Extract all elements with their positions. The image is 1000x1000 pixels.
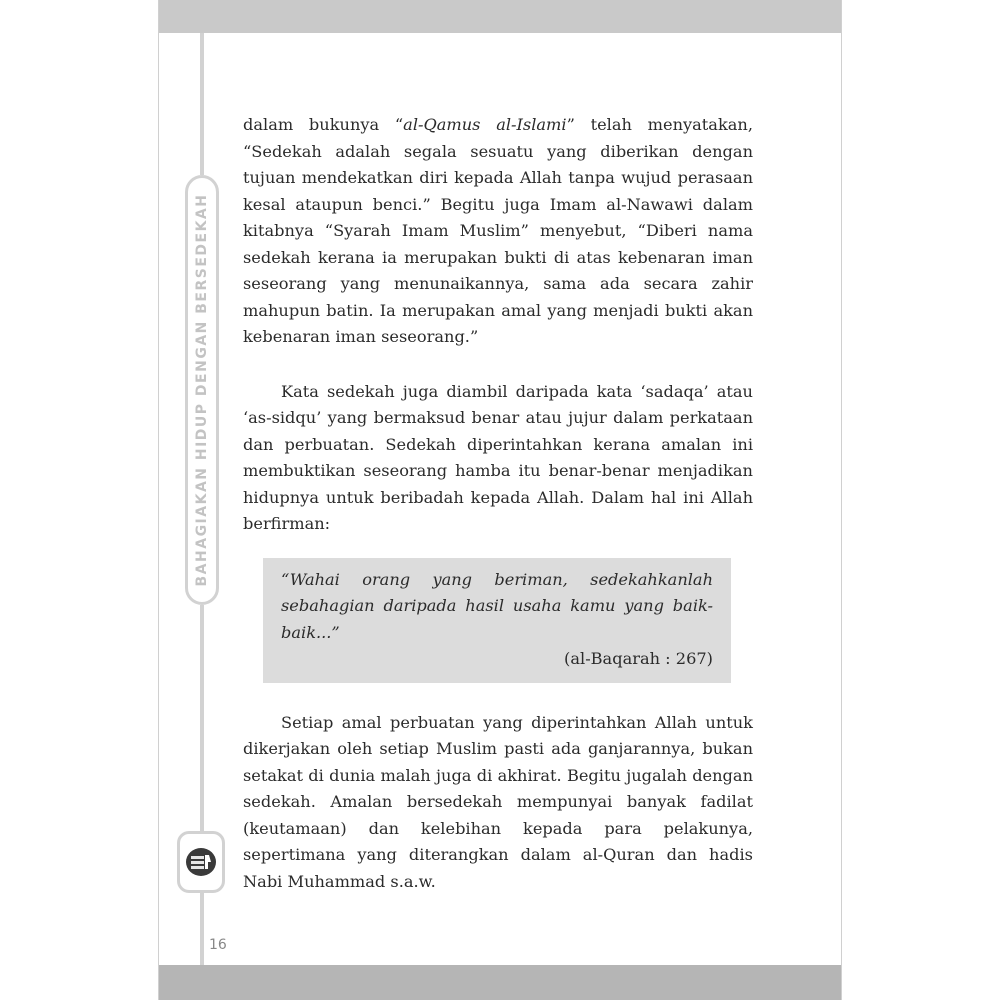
text-span: ” telah menyatakan, “Sedekah adalah segala sesuatu yang diberikan dengan tujuan mendekatkan diri kepada Allah tanpa wujud perasaan kesal ataupun benci.” Begitu juga Imam al-Nawawi dalam kitabnya “Syarah Imam Muslim” menyebut, “Diberi nama sedekah kerana ia merupakan bukti di atas kebenaran iman seseorang yang menunaikannya, sama ada secara zahir mahupun batin. Ia merupakan amal yang menjadi bukti akan kebenaran iman seseorang.” [243,115,753,346]
footer-band [159,965,841,1000]
header-band [159,0,841,33]
paragraph: Kata sedekah juga diambil daripada kata ‘sadaqa’ atau ‘as-sidqu’ yang bermaksud benar atau jujur dalam perkataan dan perbuatan. Sedekah diperintahkan kerana amalan ini membuktikan seseorang hamba itu benar-benar menjadikan hidupnya untuk beribadah kepada Allah. Dalam hal ini Allah berfirman: [243,381,753,533]
book-title: al-Qamus al-Islami [403,115,567,134]
side-rule [200,33,204,175]
quote-source: (al-Baqarah : 267) [564,649,713,668]
book-page [158,0,842,1000]
publisher-logo-icon [186,848,216,876]
running-title: BAHAGIAKAN HIDUP DENGAN BERSEDEKAH [194,193,210,587]
side-rule [200,605,204,831]
body-text [243,112,753,895]
running-title-tab [185,175,219,605]
side-rule [200,893,204,965]
page-number: 16 [209,937,227,953]
text-span: dalam bukunya “ [243,115,404,134]
quote-text: “Wahai orang yang beriman, sedekahkanlah sebahagian daripada hasil usaha kamu yang baik-baik...” [281,569,713,642]
paragraph [243,112,753,351]
paragraph: Setiap amal perbuatan yang diperintahkan Allah untuk dikerjakan oleh setiap Muslim pasti ada ganjarannya, bukan setakat di dunia malah juga di akhirat. Begitu jugalah dengan sedekah. Amalan bersedekah mempunyai banyak fadilat (keutamaan) dan kelebihan kepada para pelakunya, sepertimana yang diterangkan dalam al-Quran dan hadis Nabi Muhammad s.a.w. [243,712,753,891]
quote-block [263,558,731,683]
publisher-logo [177,831,225,893]
